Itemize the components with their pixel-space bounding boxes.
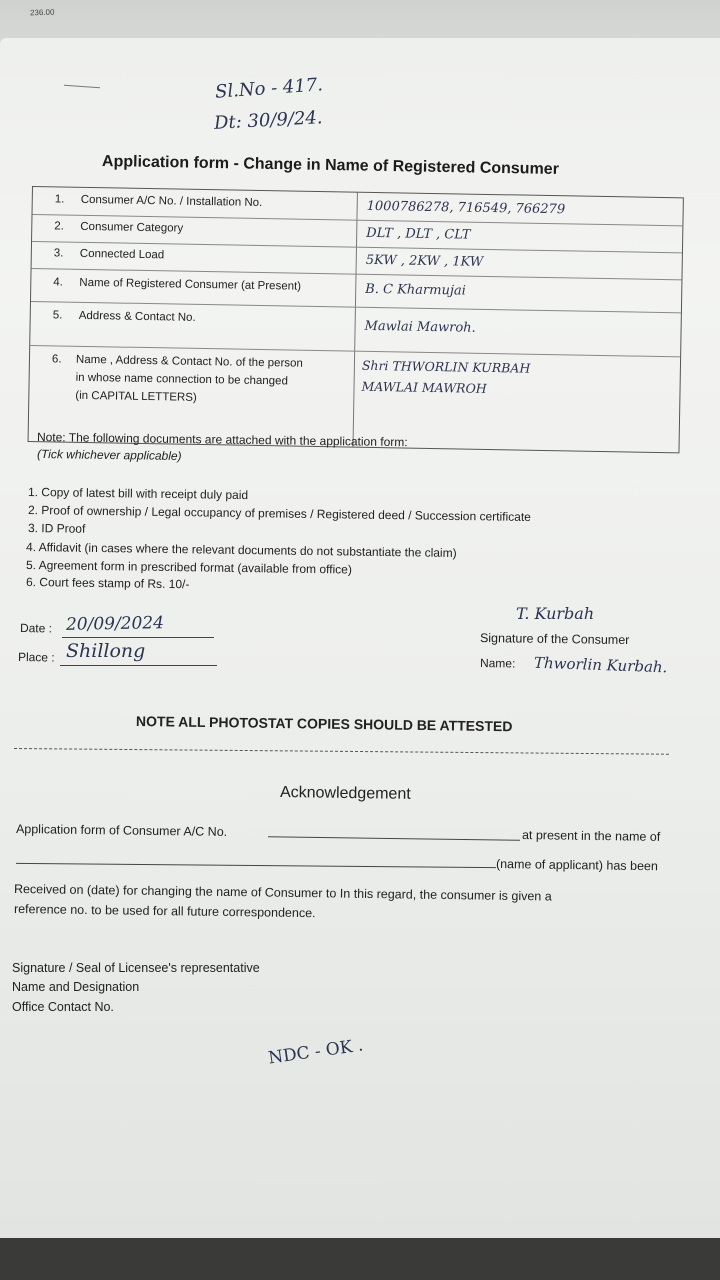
licensee-signature-label: Signature / Seal of Licensee's representative bbox=[12, 961, 260, 975]
row-label: Consumer A/C No. / Installation No. bbox=[80, 193, 263, 210]
consumer-details-table bbox=[28, 186, 684, 453]
row-label: Name of Registered Consumer (at Present) bbox=[79, 276, 302, 293]
document-item: 4. Affidavit (in cases where the relevant documents do not substantiate the claim) bbox=[25, 540, 457, 561]
row-label: Connected Load bbox=[79, 247, 165, 262]
document-item: 5. Agreement form in prescribed format (available from office) bbox=[25, 558, 352, 577]
documents-note: Note: The following documents are attached with the application form: bbox=[36, 430, 408, 450]
signature-label: Signature of the Consumer bbox=[479, 631, 630, 648]
attested-note: NOTE ALL PHOTOSTAT COPIES SHOULD BE ATTESTED bbox=[135, 713, 513, 735]
date-label: Date : bbox=[19, 621, 53, 636]
row-value: DLT , DLT , CLT bbox=[366, 225, 471, 243]
place-label: Place : bbox=[17, 650, 55, 665]
row-label-line3: (in CAPITAL LETTERS) bbox=[75, 389, 197, 404]
consumer-signature: T. Kurbah bbox=[516, 604, 595, 623]
handwritten-date: Dt: 30/9/24. bbox=[213, 107, 324, 134]
licensee-name-label: Name and Designation bbox=[12, 980, 140, 994]
document-item: 1. Copy of latest bill with receipt duly paid bbox=[27, 485, 249, 503]
row-value: Mawlai Mawroh. bbox=[364, 318, 476, 336]
document-item: 6. Court fees stamp of Rs. 10/- bbox=[25, 575, 190, 592]
date-underline bbox=[62, 637, 214, 638]
ack-line-2: (name of applicant) has been bbox=[495, 857, 659, 874]
name-label: Name: bbox=[479, 656, 516, 671]
ndc-note: NDC - OK . bbox=[267, 1035, 365, 1069]
row-number: 6. bbox=[51, 353, 62, 366]
row-number: 4. bbox=[53, 276, 64, 289]
document-item: 2. Proof of ownership / Legal occupancy of premises / Registered deed / Succession certificate bbox=[27, 503, 531, 525]
ack-line-3: Received on (date) for changing the name of Consumer to In this regard, the consumer is given a bbox=[13, 882, 552, 904]
place-value: Shillong bbox=[66, 640, 146, 662]
licensee-contact-label: Office Contact No. bbox=[12, 1000, 114, 1014]
place-underline bbox=[60, 665, 217, 666]
handwritten-sl-no: Sl.No - 417. bbox=[214, 74, 324, 103]
row-value: B. C Kharmujai bbox=[365, 281, 466, 299]
consumer-name-value: Thworlin Kurbah. bbox=[533, 653, 668, 677]
acknowledgement-heading: Acknowledgement bbox=[279, 784, 411, 803]
bottom-surface bbox=[0, 1238, 720, 1280]
row-number: 3. bbox=[53, 247, 64, 260]
form-title: Application form - Change in Name of Registered Consumer bbox=[101, 153, 560, 178]
row-value-line2: MAWLAI MAWROH bbox=[361, 378, 487, 396]
documents-note-hint: (Tick whichever applicable) bbox=[36, 447, 182, 464]
corner-amount: 236.00 bbox=[29, 7, 55, 18]
date-value: 20/09/2024 bbox=[65, 613, 165, 635]
ack-line-1a: Application form of Consumer A/C No. bbox=[15, 822, 228, 839]
row-label: Consumer Category bbox=[80, 220, 184, 235]
ack-line-4: reference no. to be used for all future correspondence. bbox=[13, 902, 316, 921]
document-item: 3. ID Proof bbox=[27, 521, 86, 536]
row-number: 1. bbox=[54, 193, 65, 206]
row-number: 2. bbox=[54, 220, 64, 233]
row-label-line2: in whose name connection to be changed bbox=[75, 371, 288, 388]
row-label: Name , Address & Contact No. of the person bbox=[75, 353, 303, 370]
ack-line-1b: at present in the name of bbox=[521, 828, 661, 844]
row-value: 1000786278, 716549, 766279 bbox=[366, 198, 566, 218]
row-label: Address & Contact No. bbox=[78, 309, 196, 324]
row-number: 5. bbox=[52, 309, 63, 322]
row-value: 5KW , 2KW , 1KW bbox=[365, 252, 484, 270]
row-value: Shri THWORLIN KURBAH bbox=[361, 357, 531, 376]
